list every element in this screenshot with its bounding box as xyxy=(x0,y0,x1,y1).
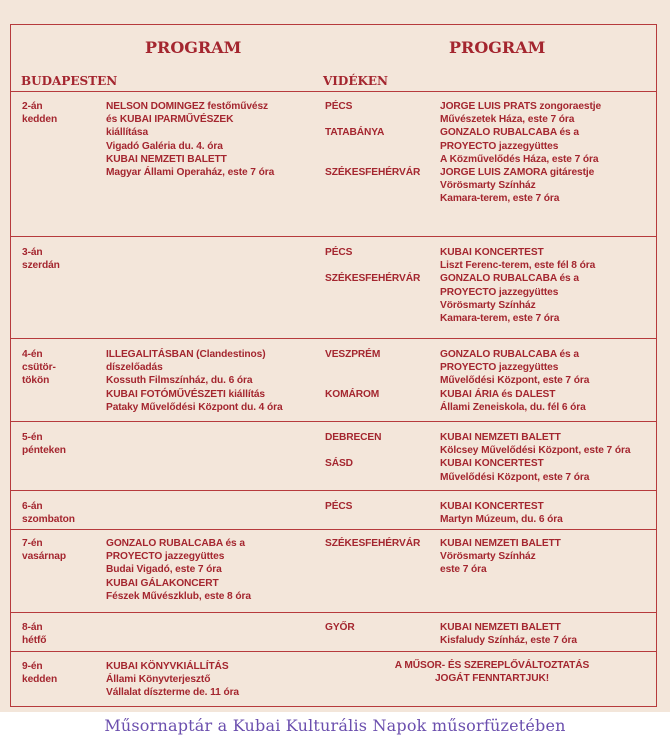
row-divider xyxy=(11,236,656,237)
day-6-towns: PÉCS xyxy=(325,501,353,512)
day-6-events: KUBAI KONCERTEST Martyn Múzeum, du. 6 óra xyxy=(440,501,563,526)
day-3-events: KUBAI KONCERTEST Liszt Ferenc-terem, este fél 8 óra GONZALO RUBALCABA és a PROYECTO jazzegyüttes Vörösmarty Színház Kamara-terem, este 7 óra xyxy=(440,247,596,325)
change-notice: A MŰSOR- ÉS SZEREPLŐVÁLTOZTATÁS JOGÁT FENNTARTJUK! xyxy=(394,660,590,685)
day-3-towns: PÉCS SZÉKESFEHÉRVÁR xyxy=(325,247,421,285)
day-8-towns: GYŐR xyxy=(325,622,355,633)
day-3-label: 3-án szerdán xyxy=(22,247,60,272)
day-8-label: 8-án hétfő xyxy=(22,622,47,647)
right-title: PROGRAM xyxy=(449,38,546,57)
day-4-events: GONZALO RUBALCABA és a PROYECTO jazzegyüttes Művelődési Központ, este 7 óra KUBAI ÁRIA és DALEST Állami Zeneiskola, du. fél 6 óra xyxy=(440,349,590,413)
day-5-label: 5-én pénteken xyxy=(22,432,66,457)
row-divider xyxy=(11,612,656,613)
day-2-events: JORGE LUIS PRATS zongoraestje Művészetek Háza, este 7 óra GONZALO RUBALCABA és a PROYECTO jazzegyüttes A Közművelődés Háza, este 7 óra JORGE LUIS ZAMORA gitárestje Vörösmarty Színház Kamara-terem, este 7 óra xyxy=(440,101,602,205)
row-divider xyxy=(11,421,656,422)
budapest-heading: BUDAPESTEN xyxy=(21,74,118,88)
day-4-budapest: ILLEGALITÁSBAN (Clandestinos) díszelőadás Kossuth Filmszínház, du. 6 óra KUBAI FOTÓMŰVÉSZETI kiállítás Pataky Művelődési Központ du. 4 óra xyxy=(106,349,283,413)
day-2-budapest: NELSON DOMINGEZ festőművész és KUBAI IPARMŰVÉSZEK kiállítása Vigadó Galéria du. 4. óra KUBAI NEMZETI BALETT Magyar Állami Operaház, este 7 óra xyxy=(106,101,275,179)
day-9-label: 9-én kedden xyxy=(22,661,58,686)
videken-heading: VIDÉKEN xyxy=(323,74,389,88)
day-9-budapest: KUBAI KÖNYVKIÁLLÍTÁS Állami Könyvterjesztő Vállalat díszterme de. 11 óra xyxy=(106,661,239,699)
day-7-budapest: GONZALO RUBALCABA és a PROYECTO jazzegyüttes Budai Vigadó, este 7 óra KUBAI GÁLAKONCERT Fészek Művészklub, este 8 óra xyxy=(106,538,251,602)
day-7-label: 7-én vasárnap xyxy=(22,538,66,563)
day-4-towns: VESZPRÉM KOMÁROM xyxy=(325,349,381,400)
day-2-label: 2-án kedden xyxy=(22,101,58,126)
left-title: PROGRAM xyxy=(145,38,242,57)
day-6-label: 6-án szombaton xyxy=(22,501,75,526)
row-divider xyxy=(11,529,656,530)
row-divider xyxy=(11,651,656,652)
day-5-events: KUBAI NEMZETI BALETT Kölcsey Művelődési Központ, este 7 óra KUBAI KONCERTEST Művelődési Központ, este 7 óra xyxy=(440,432,631,483)
header-divider xyxy=(11,91,656,92)
day-4-label: 4-én csütör- tökön xyxy=(22,349,56,387)
day-5-towns: DEBRECEN SÁSD xyxy=(325,432,382,470)
day-2-towns: PÉCS TATABÁNYA SZÉKESFEHÉRVÁR xyxy=(325,101,421,179)
caption: Műsornaptár a Kubai Kulturális Napok műsorfüzetében xyxy=(104,716,566,735)
day-7-events: KUBAI NEMZETI BALETT Vörösmarty Színház este 7 óra xyxy=(440,538,561,576)
row-divider xyxy=(11,338,656,339)
day-8-events: KUBAI NEMZETI BALETT Kisfaludy Színház, este 7 óra xyxy=(440,622,577,647)
row-divider xyxy=(11,490,656,491)
day-7-towns: SZÉKESFEHÉRVÁR xyxy=(325,538,421,549)
